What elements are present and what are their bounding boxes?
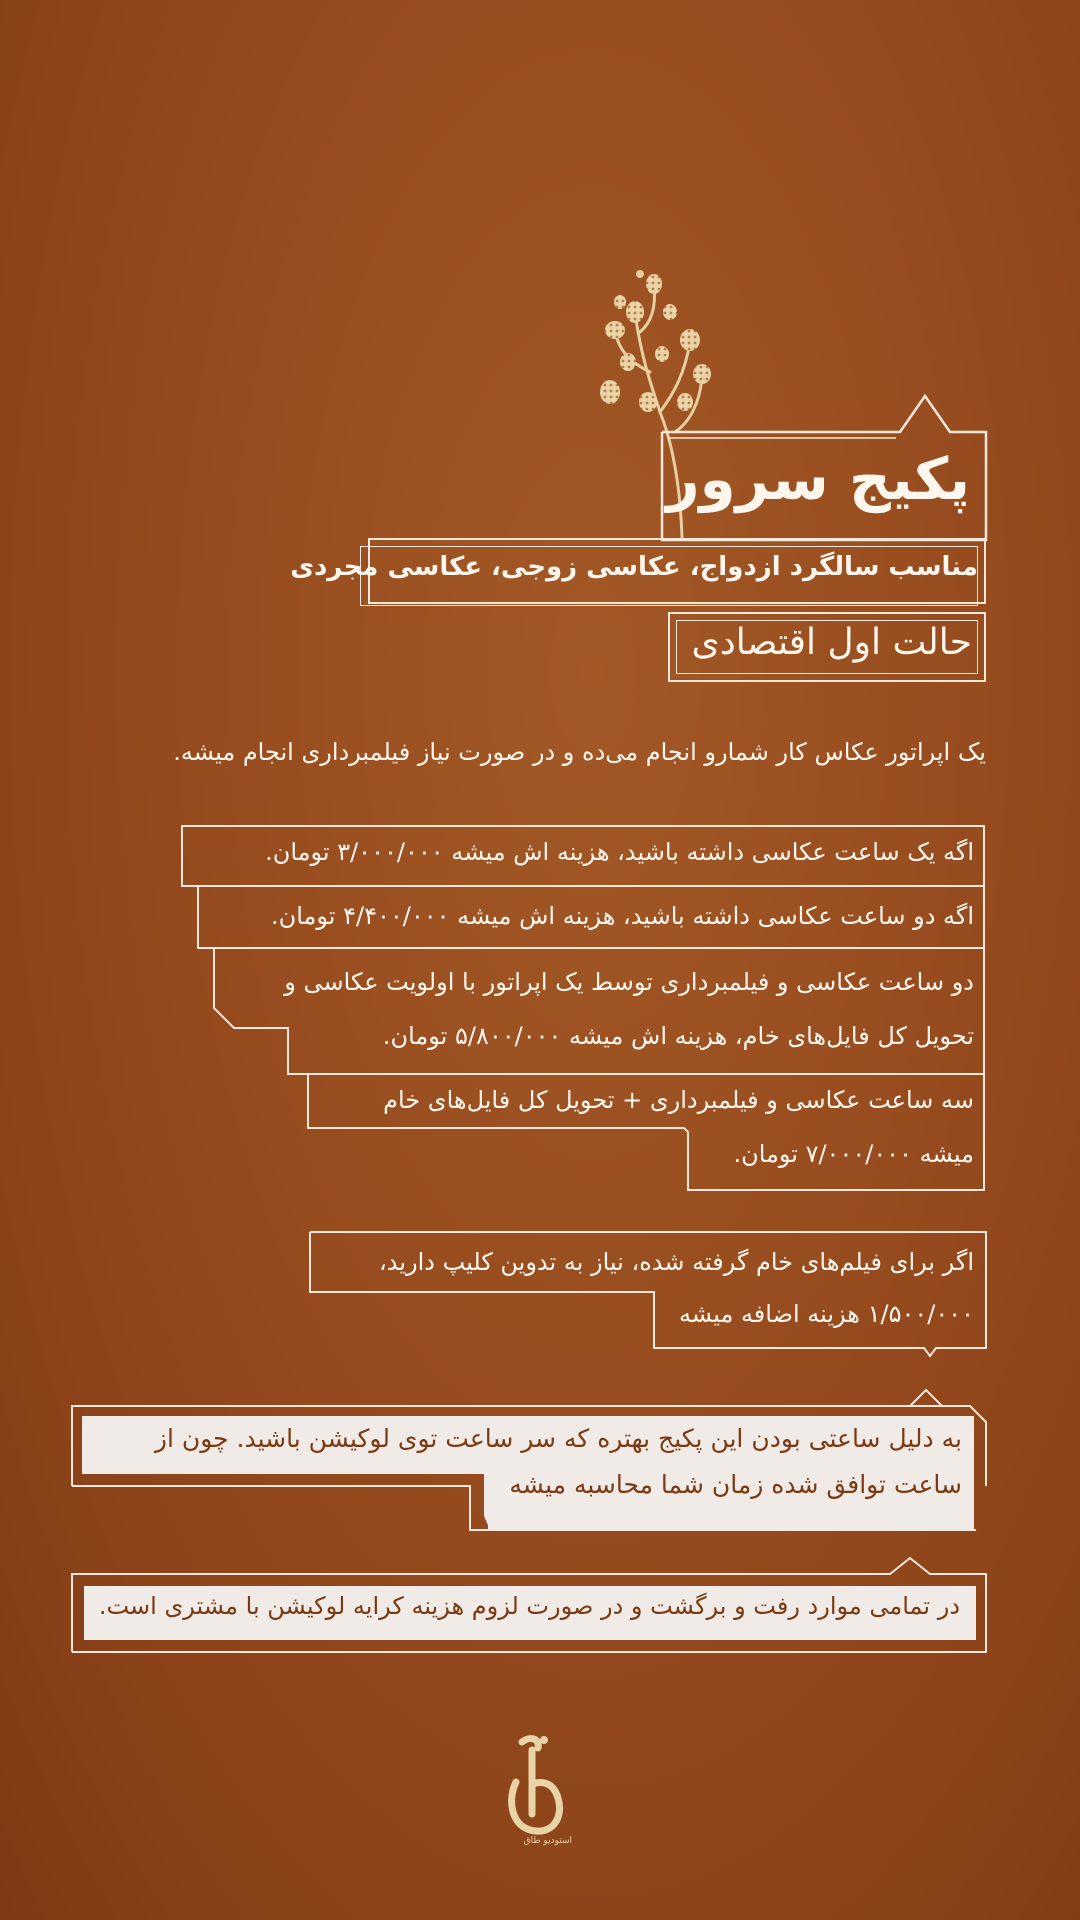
- price-line-3b: تحویل کل فایل‌های خام، هزینه اش میشه ۵/۸۰۰/۰۰۰ تومان.: [382, 1022, 974, 1050]
- price-line-4a: سه ساعت عکاسی و فیلمبرداری + تحویل کل فایل‌های خام: [383, 1086, 974, 1114]
- note2-text: در تمامی موارد رفت و برگشت و در صورت لزوم هزینه کرایه لوکیشن با مشتری است.: [98, 1592, 960, 1620]
- note1-frame: [70, 1386, 990, 1532]
- price-line-2: اگه دو ساعت عکاسی داشته باشید، هزینه اش میشه ۴/۴۰۰/۰۰۰ تومان.: [270, 902, 974, 930]
- page-title: پکیج سرور: [666, 445, 970, 513]
- clip-line-1: اگر برای فیلم‌های خام گرفته شده، نیاز به تدوین کلیپ دارید،: [378, 1248, 974, 1276]
- price-line-3a: دو ساعت عکاسی و فیلمبرداری توسط یک اپراتور با اولویت عکاسی و: [284, 968, 974, 996]
- note1-line-2: ساعت توافق شده زمان شما محاسبه میشه: [509, 1470, 962, 1499]
- prices-frame: [178, 824, 988, 1194]
- note1-line-1: به دلیل ساعتی بودن این پکیج بهتره که سر ساعت توی لوکیشن باشید. چون از: [154, 1424, 962, 1453]
- price-line-1: اگه یک ساعت عکاسی داشته باشید، هزینه اش میشه ۳/۰۰۰/۰۰۰ تومان.: [265, 838, 974, 866]
- logo-caption: استودیو طاق: [523, 1836, 572, 1846]
- clip-line-2: ۱/۵۰۰/۰۰۰ هزینه اضافه میشه: [678, 1300, 974, 1328]
- price-line-4b: میشه ۷/۰۰۰/۰۰۰ تومان.: [733, 1140, 974, 1168]
- mode-label: حالت اول اقتصادی: [691, 622, 972, 663]
- intro-text: یک اپراتور عکاس کار شمارو انجام می‌ده و در صورت نیاز فیلمبرداری انجام میشه.: [173, 738, 986, 766]
- subtitle: مناسب سالگرد ازدواج، عکاسی زوجی، عکاسی مجردی: [290, 552, 978, 582]
